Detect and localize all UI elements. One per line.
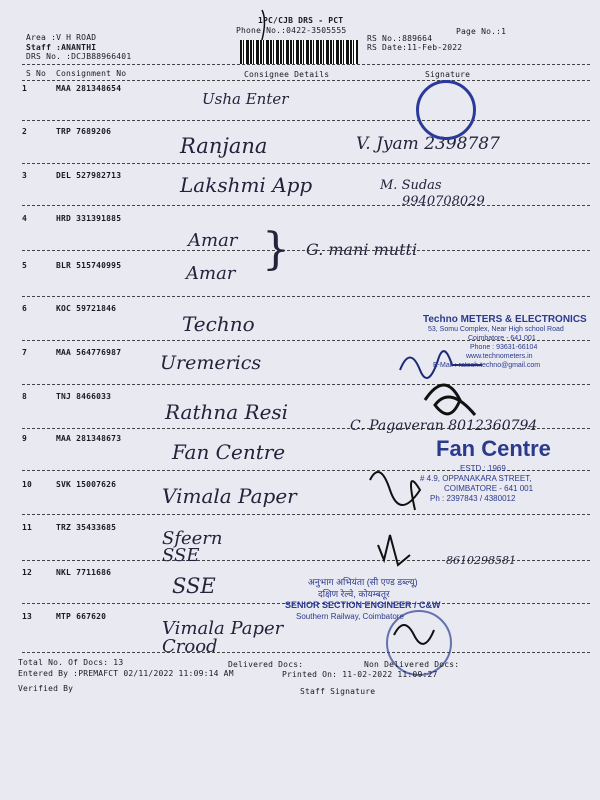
consignee-handwriting: SSE	[172, 574, 216, 598]
row-sno: 6	[22, 304, 28, 313]
table-row	[22, 568, 192, 582]
consignee-handwriting: Techno	[182, 312, 255, 336]
fan-centre-stamp-line: # 4.9, OPPANAKARA STREET,	[420, 474, 532, 483]
signature-note: C. Pagaveran 8012360794	[350, 418, 538, 434]
row-sno: 10	[22, 480, 33, 489]
consignee-handwriting: Usha Enter	[202, 90, 289, 108]
drs-number: DRS No. :DCJB88966401	[26, 52, 132, 61]
signature-note: V. Jyam 2398787	[356, 134, 500, 154]
row-consignment: MAA 281348673	[56, 434, 122, 443]
signature-note: 9940708029	[402, 194, 485, 209]
staff-signature-label: Staff Signature	[300, 687, 376, 696]
row-consignment: NKL 7711686	[56, 568, 112, 577]
railway-stamp-line: दक्षिण रेल्वे, कोयम्बतूर	[318, 589, 390, 599]
consignee-handwriting: Lakshmi App	[180, 173, 313, 197]
column-header-signature: Signature	[425, 70, 471, 79]
row-divider	[22, 384, 590, 385]
techno-stamp-line: 53, Somu Complex, Near High school Road	[428, 326, 564, 333]
phone-number: Phone No.:0422-3505555	[236, 26, 347, 35]
table-row	[22, 171, 192, 185]
row-sno: 12	[22, 568, 33, 577]
column-header-consignment: Consignment No	[56, 69, 127, 78]
techno-stamp-line: www.technometers.in	[466, 353, 533, 360]
header-divider-top	[22, 64, 590, 65]
row-consignment: TNJ 8466033	[56, 392, 112, 401]
column-header-consignee: Consignee Details	[244, 70, 330, 79]
rs-date: RS Date:11-Feb-2022	[367, 43, 463, 52]
row-sno: 11	[22, 523, 33, 532]
row-sno: 1	[22, 84, 28, 93]
railway-stamp-line: अनुभाग अभियंता (सी एण्ड डब्ल्यू)	[308, 577, 418, 587]
row-sno: 13	[22, 612, 33, 621]
techno-stamp-line: Coimbatore - 641 001	[468, 335, 536, 342]
row-divider	[22, 163, 590, 164]
fan-centre-stamp-title: Fan Centre	[436, 436, 551, 461]
row-consignment: MAA 281348654	[56, 84, 122, 93]
techno-stamp-title: Techno METERS & ELECTRONICS	[423, 314, 587, 325]
row-divider	[22, 296, 590, 297]
staff-label: Staff :ANANTHI	[26, 43, 97, 52]
table-row	[22, 84, 192, 98]
railway-stamp-line: SENIOR SECTION ENGINEER / C&W	[285, 600, 441, 610]
consignee-handwriting: Vimala Paper	[162, 484, 297, 508]
consignee-handwriting: Amar	[188, 230, 238, 251]
signature-note: 8610298581	[446, 554, 516, 567]
signature-note: M. Sudas	[380, 178, 442, 193]
column-header-sno: S No	[26, 69, 47, 78]
fan-centre-stamp-line: ESTD : 1969	[460, 464, 506, 473]
entered-by: Entered By :PREMAFCT 02/11/2022 11:09:14 AM	[18, 669, 234, 678]
row-sno: 3	[22, 171, 28, 180]
row-consignment: MTP 667620	[56, 612, 107, 621]
printed-on: Printed On: 11-02-2022 11:09:27	[282, 670, 438, 679]
barcode	[240, 40, 358, 64]
consignee-handwriting: Vimala Paper Crood	[162, 618, 284, 657]
rs-number: RS No.:889664	[367, 34, 433, 43]
row-consignment: DEL 527982713	[56, 171, 122, 180]
row-sno: 4	[22, 214, 28, 223]
railway-stamp-line: Southern Railway, Coimbatore	[296, 612, 404, 621]
document-title: 1PC/CJB DRS - PCT	[258, 16, 344, 25]
table-row	[22, 214, 192, 228]
consignee-handwriting: Uremerics	[160, 352, 262, 374]
row-consignment: SVK 15007626	[56, 480, 117, 489]
consignee-handwriting: Ranjana	[180, 134, 268, 158]
page-number: Page No.:1	[456, 27, 507, 36]
techno-stamp-line: E-Mail : ratesh.techno@gmail.com	[433, 362, 541, 369]
row-divider	[22, 514, 590, 515]
row-consignment: TRP 7689206	[56, 127, 112, 136]
signature-scribble	[425, 385, 475, 415]
signature-scribble	[262, 10, 265, 40]
row-divider	[22, 205, 590, 206]
brace-mark: }	[262, 224, 290, 275]
consignee-handwriting: Rathna Resi	[165, 400, 289, 424]
row-consignment: HRD 331391885	[56, 214, 122, 223]
techno-stamp-line: Phone : 93631-66104	[470, 344, 538, 351]
fan-centre-stamp-line: Ph : 2397843 / 4380012	[430, 494, 516, 503]
round-rubber-stamp	[416, 80, 476, 140]
row-consignment: TRZ 35433685	[56, 523, 117, 532]
row-sno: 8	[22, 392, 28, 401]
header-divider-bottom	[22, 80, 590, 81]
signature-scribble	[370, 472, 420, 510]
row-divider	[22, 120, 590, 121]
consignee-handwriting: Amar	[186, 263, 236, 284]
row-sno: 5	[22, 261, 28, 270]
consignee-handwriting: Fan Centre	[172, 440, 286, 464]
table-row	[22, 434, 192, 448]
verified-by: Verified By	[18, 684, 74, 693]
area-label: Area :V H ROAD	[26, 33, 97, 42]
signature-note: G. mani mutti	[306, 240, 418, 259]
table-row	[22, 304, 192, 318]
row-consignment: MAA 564776987	[56, 348, 122, 357]
row-consignment: BLR 515740995	[56, 261, 122, 270]
delivered-docs: Delivered Docs:	[228, 660, 304, 669]
consignee-handwriting: Sfeern SSE	[162, 528, 223, 566]
row-consignment: KOC 59721846	[56, 304, 117, 313]
row-sno: 7	[22, 348, 28, 357]
table-row	[22, 261, 192, 275]
non-delivered-docs: Non Delivered Docs:	[364, 660, 460, 669]
fan-centre-stamp-line: COIMBATORE - 641 001	[444, 484, 534, 493]
total-docs: Total No. Of Docs: 13	[18, 658, 124, 667]
row-sno: 9	[22, 434, 28, 443]
table-row	[22, 127, 192, 141]
row-sno: 2	[22, 127, 28, 136]
